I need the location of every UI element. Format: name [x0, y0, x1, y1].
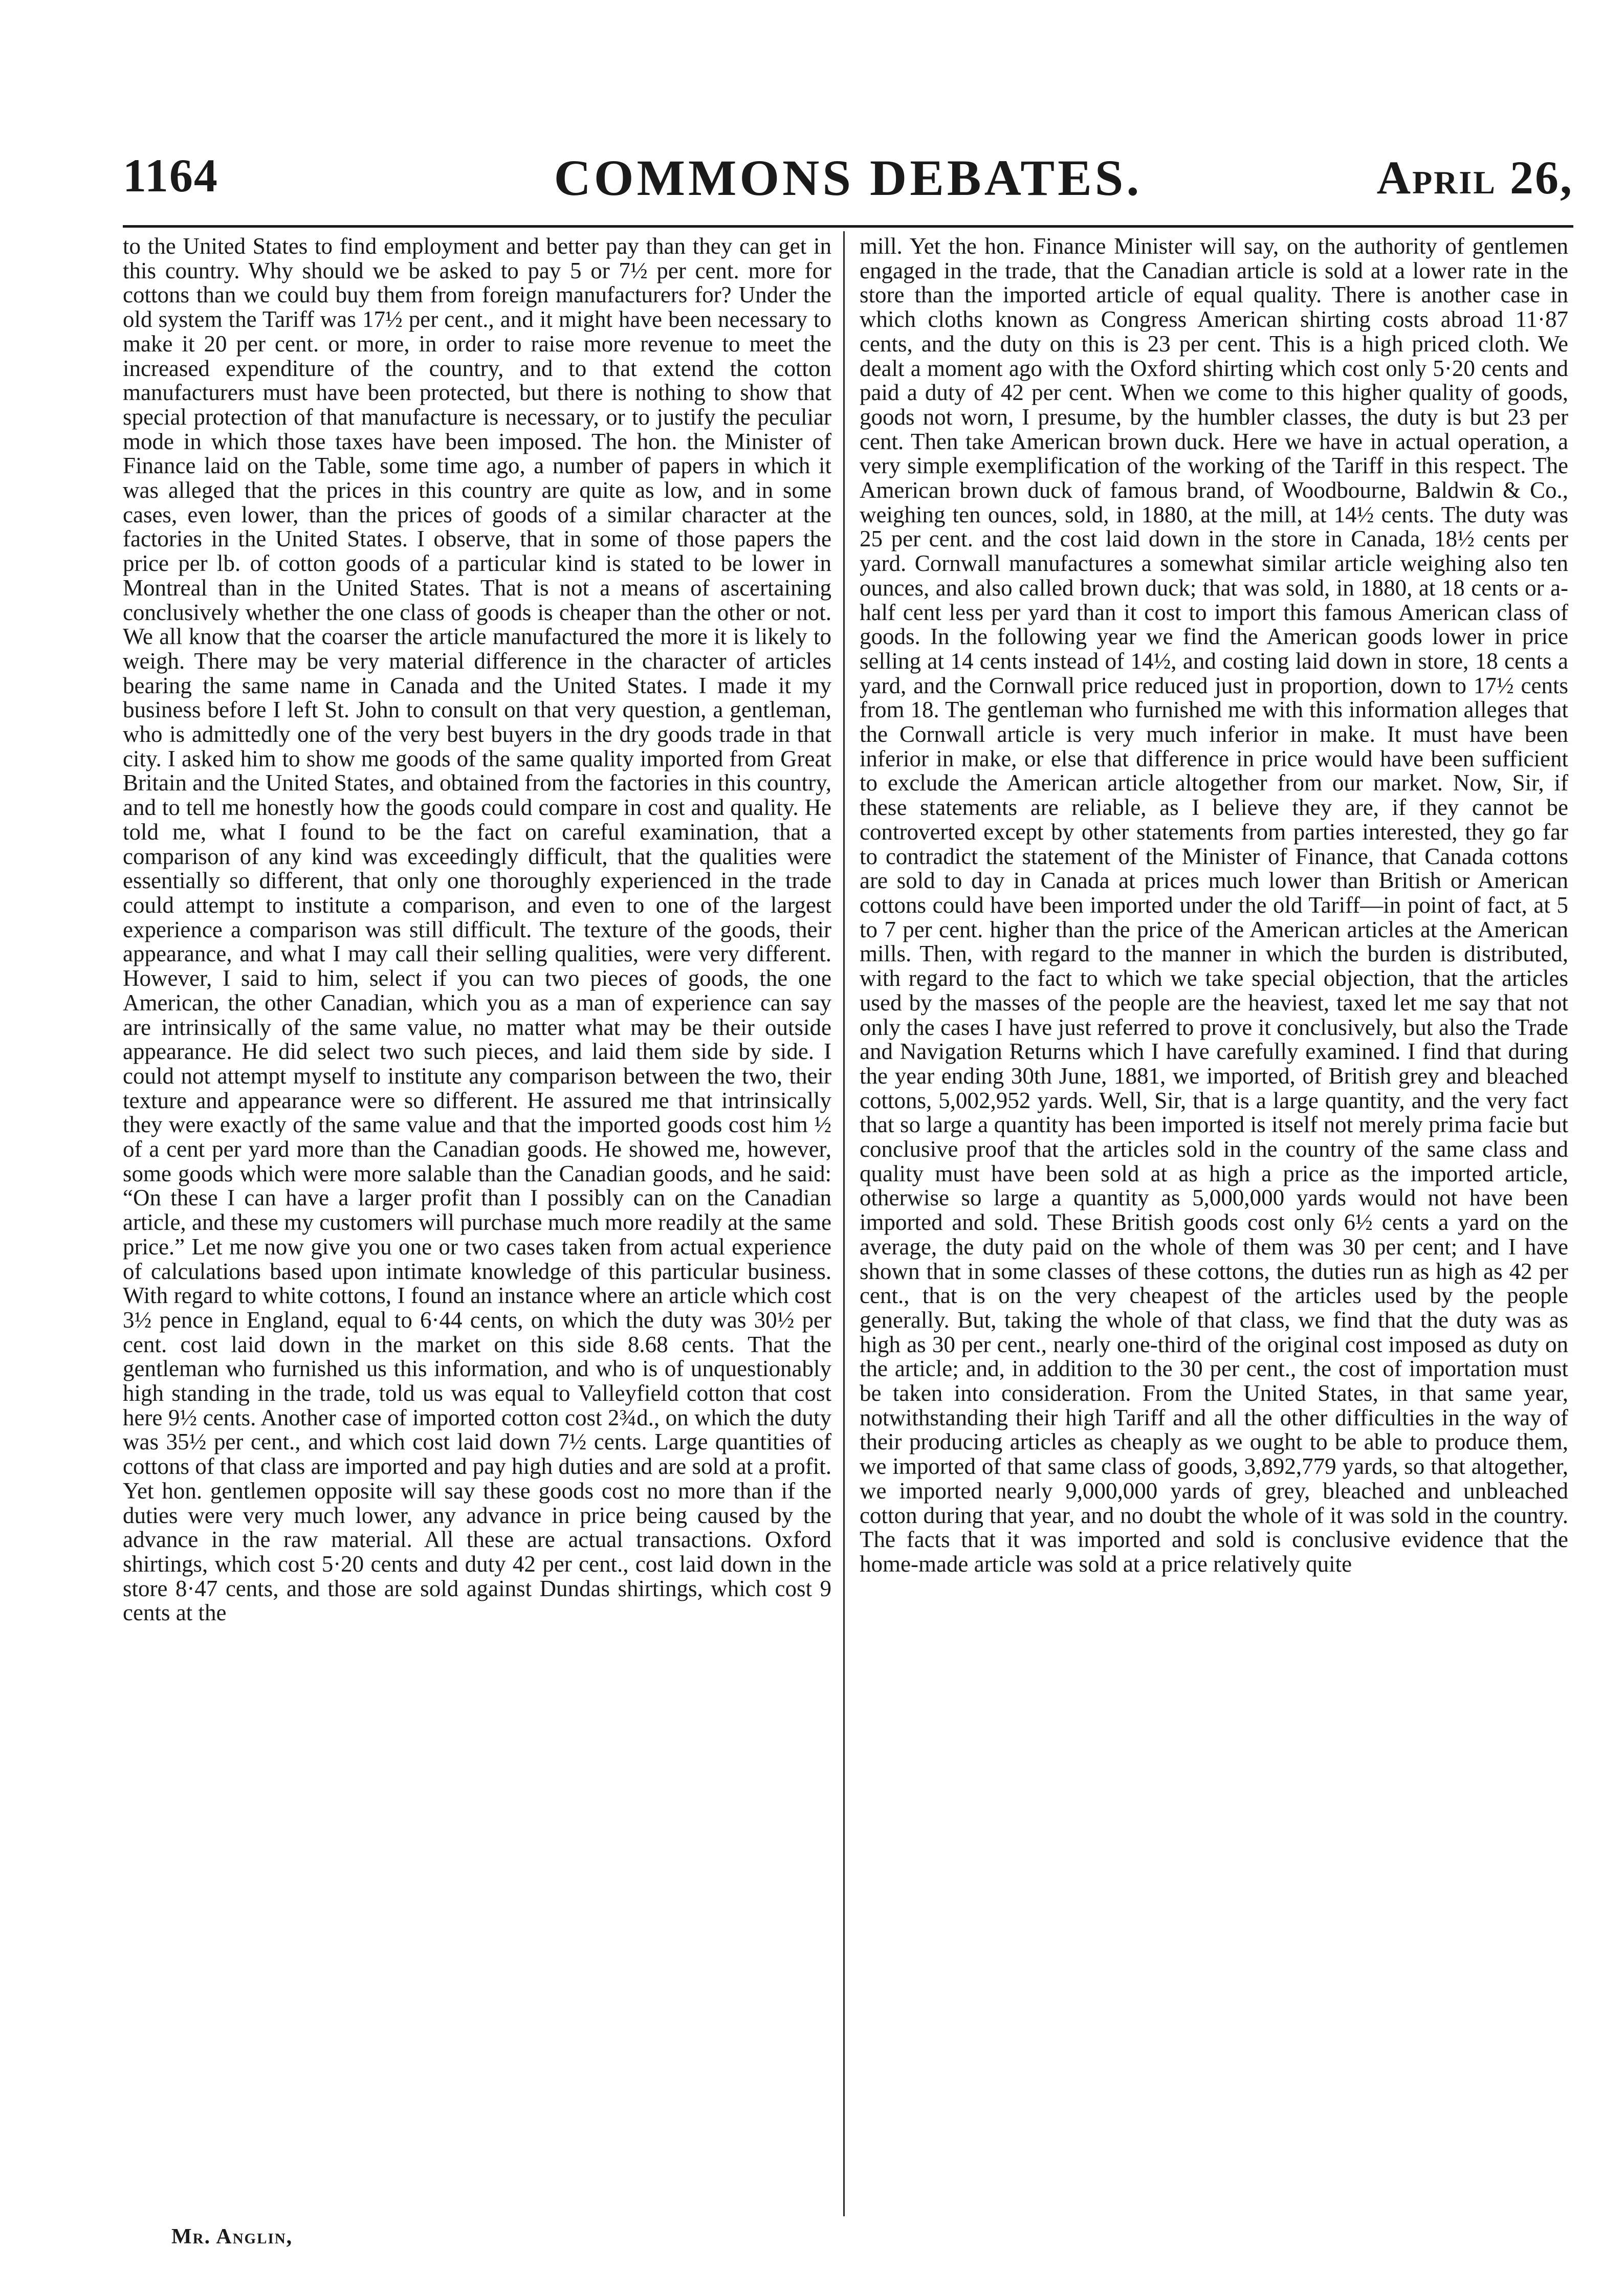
right-column: [860, 234, 1568, 1577]
left-column: [123, 234, 831, 1625]
speaker-footer: Mr. Anglin,: [171, 2225, 293, 2248]
header-rule: [123, 225, 1573, 228]
page-header: [123, 148, 1573, 225]
left-column-text: to the United States to find employment and better pay than they can get in this country. Why should we be asked to pay 5 or 7½ per cent. more for cottons than we could buy them from foreign manufacturers for? Under the old system the Tariff was 17½ per cent., and it might have been necessary to make it 20 per cent. or more, in order to raise more revenue to meet the increased expenditure of the country, and to that extend the cotton manufacturers must have been protected, but there is nothing to show that special protection of that manufacture is necessary, or to justify the peculiar mode in which those taxes have been imposed. The hon. the Minister of Finance laid on the Table, some time ago, a number of papers in which it was alleged that the prices in this country are quite as low, and in some cases, even lower, than the prices of goods of a similar character at the factories in the United States. I observe, that in some of those papers the price per lb. of cotton goods of a particular kind is stated to be lower in Montreal than in the United States. That is not a means of ascertaining conclusively whether the one class of goods is cheaper than the other or not. We all know that the coarser the article manufactured the more it is likely to weigh. There may be very material difference in the character of articles bearing the same name in Canada and the United States. I made it my business before I left St. John to consult on that very question, a gentleman, who is admittedly one of the very best buyers in the dry goods trade in that city. I asked him to show me goods of the same quality imported from Great Britain and the United States, and obtained from the factories in this country, and to tell me honestly how the goods could compare in cost and quality. He told me, what I found to be the fact on careful examination, that a comparison of any kind was exceedingly difficult, that the qualities were essentially so different, that only one thoroughly experienced in the trade could attempt to institute a comparison, and even to one of the largest experience a comparison was still difficult. The texture of the goods, their appearance, and what I may call their selling qualities, were very different. However, I said to him, select if you can two pieces of goods, the one American, the other Canadian, which you as a man of experience can say are intrinsically of the same value, no matter what may be their outside appearance. He did select two such pieces, and laid them side by side. I could not attempt myself to institute any comparison between the two, their texture and appearance were so different. He assured me that intrinsically they were exactly of the same value and that the imported goods cost him ½ of a cent per yard more than the Canadian goods. He showed me, however, some goods which were more salable than the Canadian goods, and he said: “On these I can have a larger profit than I possibly can on the Canadian article, and these my customers will purchase much more readily at the same price.” Let me now give you one or two cases taken from actual experience of calculations based upon intimate knowledge of this particular business. With regard to white cottons, I found an instance where an article which cost 3½ pence in England, equal to 6·44 cents, on which the duty was 30½ per cent. cost laid down in the market on this side 8.68 cents. That the gentleman who furnished us this information, and who is of unquestionably high standing in the trade, told us was equal to Valleyfield cotton that cost here 9½ cents. Another case of imported cotton cost 2¾d., on which the duty was 35½ per cent., and which cost laid down 7½ cents. Large quantities of cottons of that class are imported and pay high duties and are sold at a profit. Yet hon. gentlemen opposite will say these goods cost no more than if the duties were very much lower, any advance in price being caused by the advance in the raw material. All these are actual transactions. Oxford shirtings, which cost 5·20 cents and duty 42 per cent., cost laid down in the store 8·47 cents, and those are sold against Dundas shirtings, which cost 9 cents at the: [123, 233, 831, 1626]
right-column-text: mill. Yet the hon. Finance Minister will say, on the authority of gentlemen engaged in the trade, that the Canadian article is sold at a lower rate in the store than the imported article of equal quality. There is another case in which cloths known as Congress American shirting costs abroad 11·87 cents, and the duty on this is 23 per cent. This is a high priced cloth. We dealt a moment ago with the Oxford shirting which cost only 5·20 cents and paid a duty of 42 per cent. When we come to this higher quality of goods, goods not worn, I presume, by the humbler classes, the duty is but 23 per cent. Then take American brown duck. Here we have in actual operation, a very simple exemplification of the working of the Tariff in this respect. The American brown duck of famous brand, of Woodbourne, Baldwin & Co., weighing ten ounces, sold, in 1880, at the mill, at 14½ cents. The duty was 25 per cent. and the cost laid down in the store in Canada, 18½ cents per yard. Cornwall manufactures a somewhat similar article weighing also ten ounces, and also called brown duck; that was sold, in 1880, at 18 cents or a-half cent less per yard than it cost to import this famous American class of goods. In the following year we find the American goods lower in price selling at 14 cents instead of 14½, and costing laid down in store, 18 cents a yard, and the Cornwall price reduced just in proportion, down to 17½ cents from 18. The gentleman who furnished me with this information alleges that the Cornwall article is very much inferior in make. It must have been inferior in make, or else that difference in price would have been sufficient to exclude the American article altogether from our market. Now, Sir, if these statements are reliable, as I believe they are, if they cannot be controverted except by other statements from parties interested, they go far to contradict the statement of the Minister of Finance, that Canada cottons are sold to day in Canada at prices much lower than British or American cottons could have been imported under the old Tariff—in point of fact, at 5 to 7 per cent. higher than the price of the American articles at the American mills. Then, with regard to the manner in which the burden is distributed, with regard to the fact to which we take special objection, that the articles used by the masses of the people are the heaviest, taxed let me say that not only the cases I have just referred to prove it conclusively, but also the Trade and Navigation Returns which I have carefully examined. I find that during the year ending 30th June, 1881, we imported, of British grey and bleached cottons, 5,002,952 yards. Well, Sir, that is a large quantity, and the very fact that so large a quantity has been imported is itself not merely prima facie but conclusive proof that the articles sold in the country of the same class and quality must have been sold at as high a price as the imported article, otherwise so large a quantity as 5,000,000 yards would not have been imported and sold. These British goods cost only 6½ cents a yard on the average, the duty paid on the whole of them was 30 per cent; and I have shown that in some classes of these cottons, the duties run as high as 42 per cent., that is on the very cheapest of the articles used by the people generally. But, taking the whole of that class, we find that the duty was as high as 30 per cent., nearly one-third of the original cost imposed as duty on the article; and, in addition to the 30 per cent., the cost of importation must be taken into consideration. From the United States, in that same year, notwithstanding their high Tariff and all the other difficulties in the way of their producing articles as cheaply as we ought to be able to produce them, we imported of that same class of goods, 3,892,779 yards, so that altogether, we imported nearly 9,000,000 yards of grey, bleached and unbleached cotton during that year, and no doubt the whole of it was sold in the country. The facts that it was imported and sold is conclusive evidence that the home-made article was sold at a price relatively quite: [860, 233, 1568, 1577]
page-title: COMMONS DEBATES.: [554, 149, 1143, 206]
page-number: 1164: [123, 149, 218, 202]
column-divider: [843, 231, 845, 2216]
page-date: April 26,: [1376, 151, 1573, 204]
